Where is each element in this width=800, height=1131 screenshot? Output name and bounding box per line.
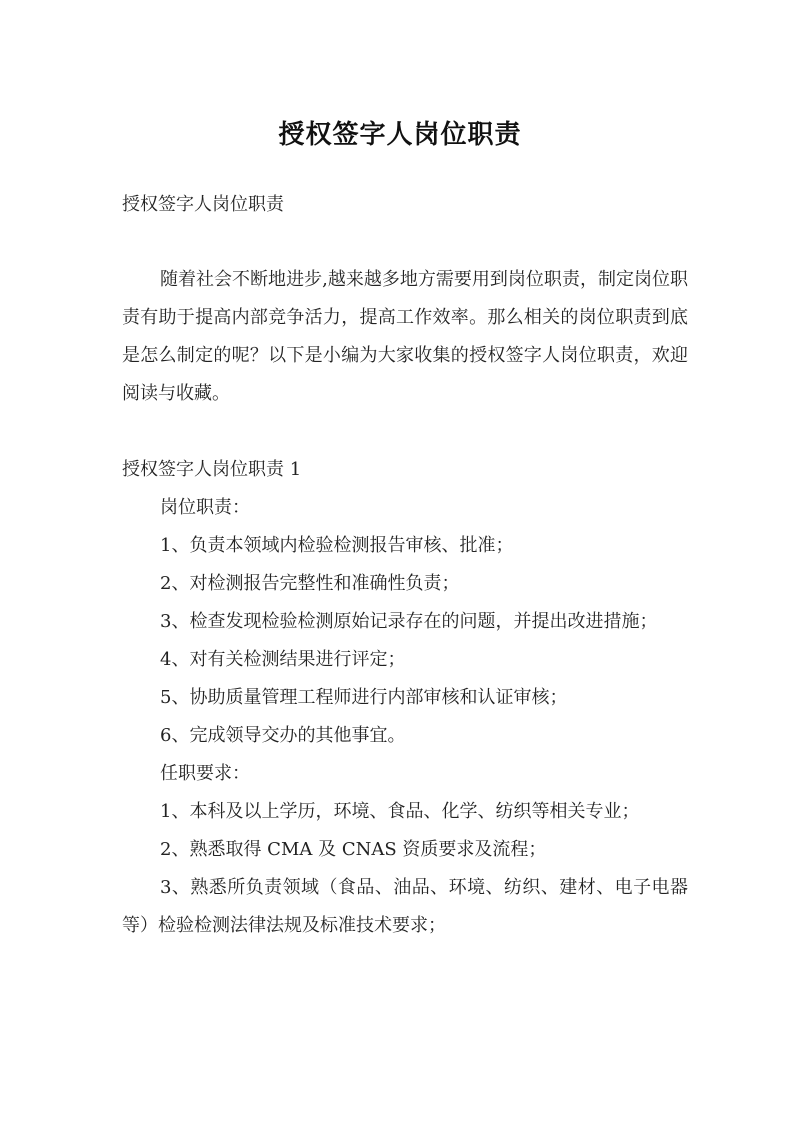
- document-subtitle: 授权签字人岗位职责: [122, 194, 284, 215]
- duty-item: 4、对有关检测结果进行评定；: [160, 649, 406, 670]
- requirement-item: 2、熟悉取得 CMA 及 CNAS 资质要求及流程；: [160, 839, 547, 860]
- document-body: [122, 186, 688, 945]
- intro-paragraph: 随着社会不断地进步,越来越多地方需要用到岗位职责，制定岗位职责有助于提高内部竞争活力，提高工作效率。那么相关的岗位职责到底是怎么制定的呢？以下是小编为大家收集的授权签字人岗位职责，欢迎阅读与收藏。: [122, 269, 688, 404]
- duty-item: 1、负责本领域内检验检测报告审核、批准；: [160, 535, 514, 556]
- duty-item: 2、对检测报告完整性和准确性负责；: [160, 573, 460, 594]
- duty-item: 3、检查发现检验检测原始记录存在的问题，并提出改进措施；: [160, 611, 658, 632]
- duty-item: 6、完成领导交办的其他事宜。: [160, 725, 406, 746]
- requirement-item: 3、熟悉所负责领域（食品、油品、环境、纺织、建材、电子电器等）检验检测法律法规及标准技术要求；: [122, 877, 688, 936]
- requirements-heading: 任职要求：: [160, 763, 250, 784]
- document-title: 授权签字人岗位职责: [278, 120, 522, 151]
- requirement-item: 1、本科及以上学历，环境、食品、化学、纺织等相关专业；: [160, 801, 640, 822]
- duties-heading: 岗位职责：: [160, 497, 250, 518]
- section-title: 授权签字人岗位职责 1: [122, 459, 302, 480]
- duty-item: 5、协助质量管理工程师进行内部审核和认证审核；: [160, 687, 568, 708]
